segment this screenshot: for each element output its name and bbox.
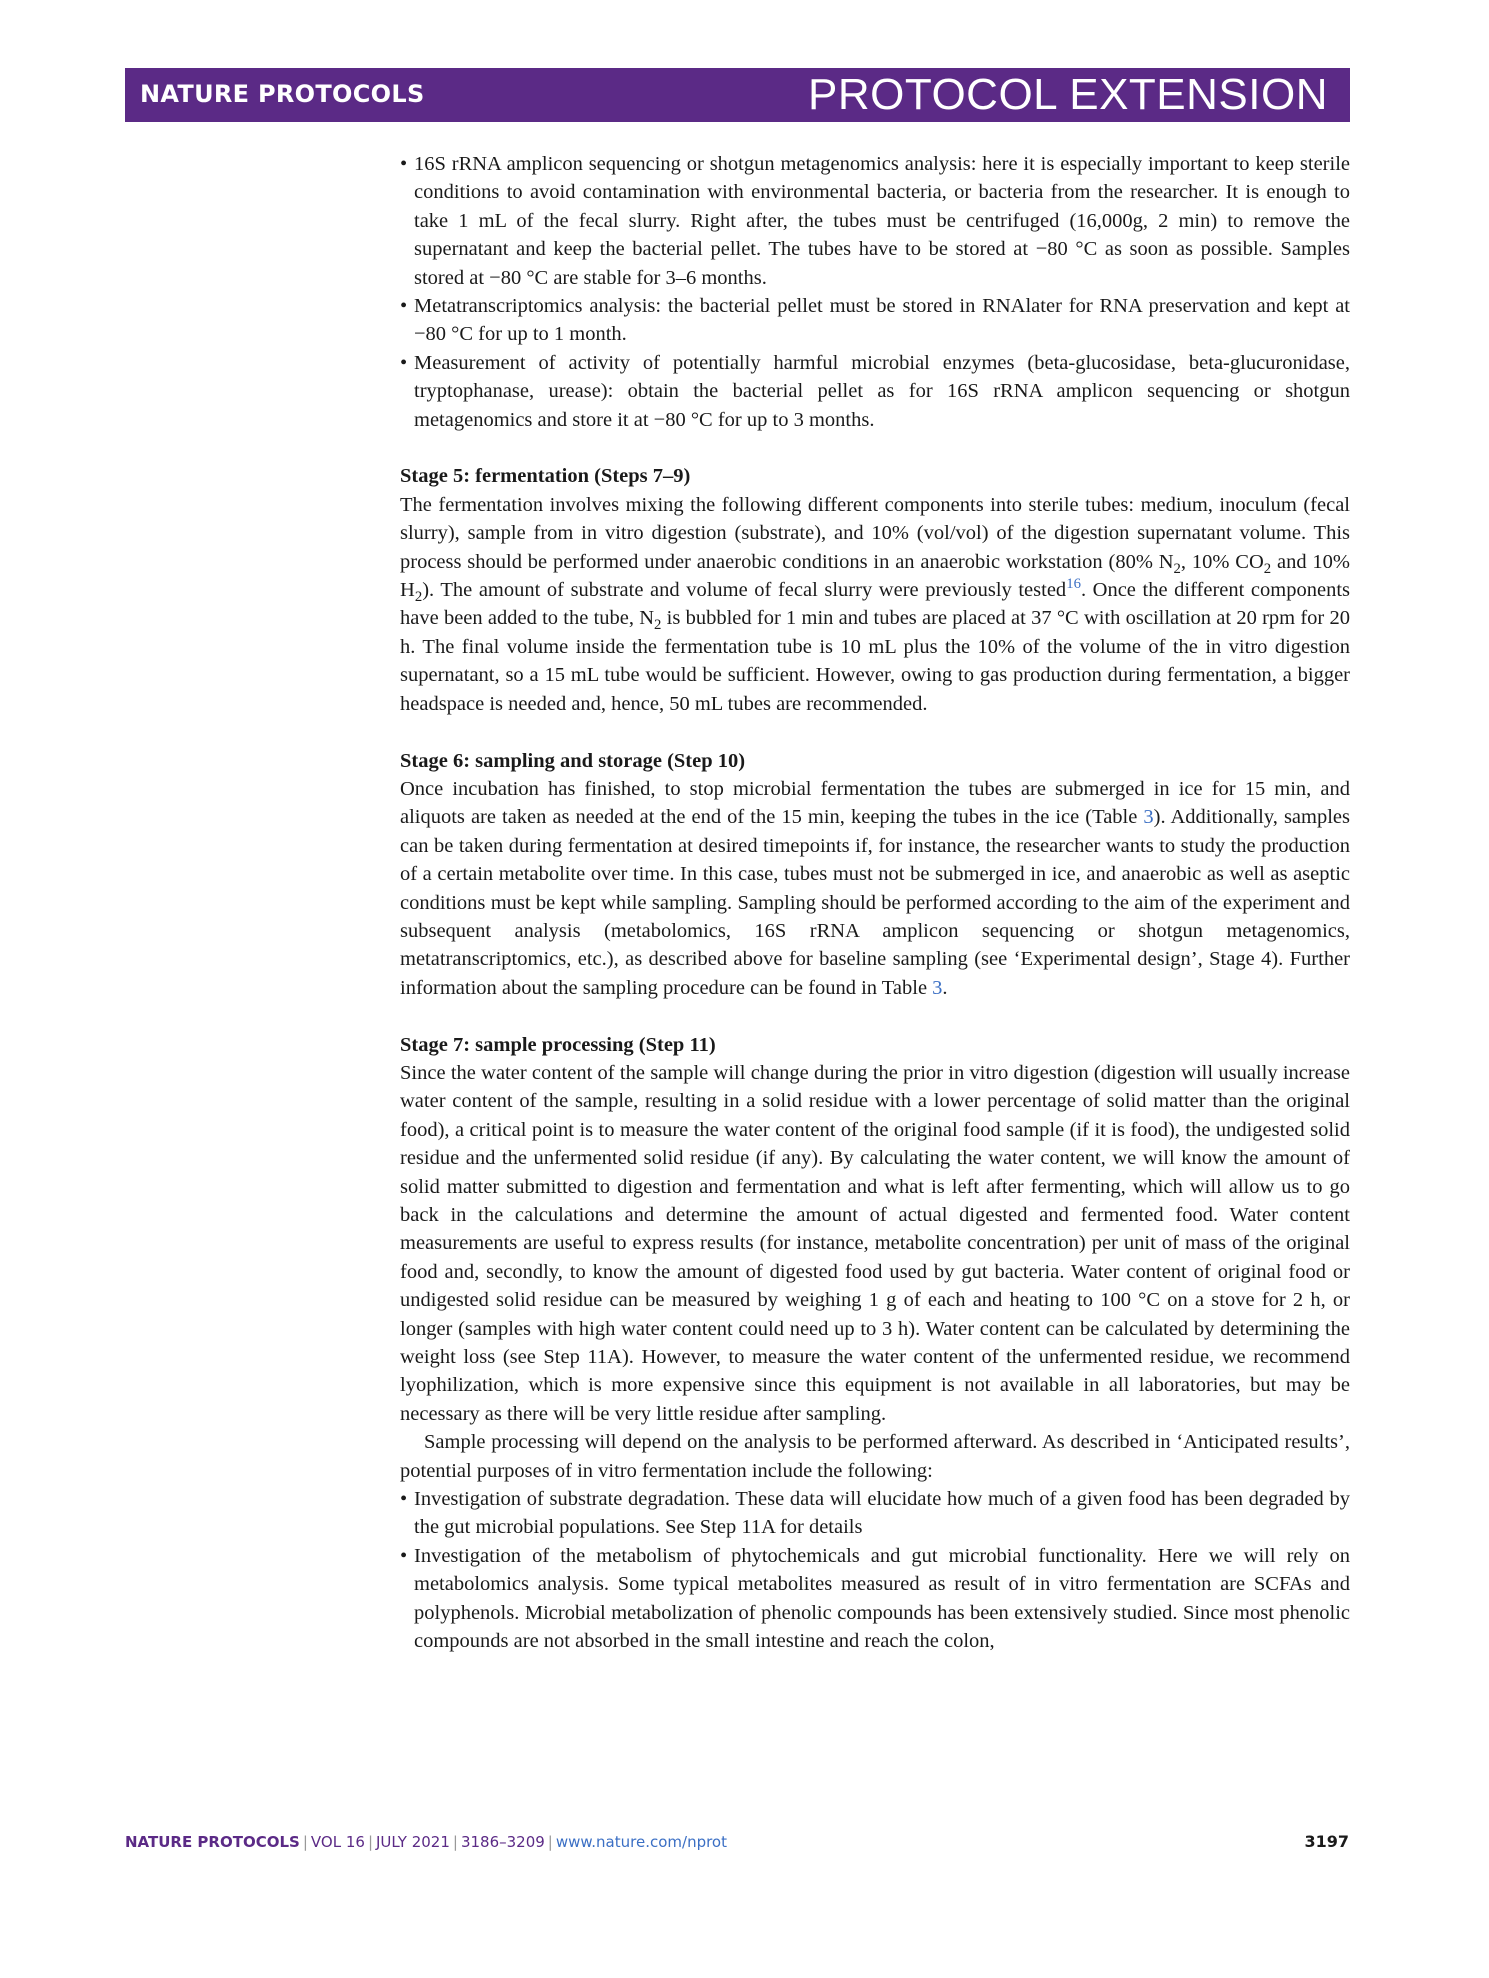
footer-journal: NATURE PROTOCOLS	[125, 1833, 300, 1851]
stage-6-section	[400, 747, 1350, 1003]
stage-7-section	[400, 1031, 1350, 1656]
list-item: • Metatranscriptomics analysis: the bacterial pellet must be stored in RNAlater for RNA preservation and kept at −80 °C for up to 1 month.	[400, 292, 1350, 349]
stage-7-paragraph-2: Sample processing will depend on the analysis to be performed afterward. As described in ‘Anticipated results’, potential purposes of in vitro fermentation include the following:	[400, 1431, 1350, 1482]
list-item: • Measurement of activity of potentially harmful microbial enzymes (beta-glucosidase, beta-glucuronidase, tryptophanase, urease): obtain the bacterial pellet as for 16S rRNA amplicon sequencing or shotgun metagenomics and store it at −80 °C for up to 3 months.	[400, 349, 1350, 434]
journal-header-bar	[125, 68, 1350, 122]
stage-5-heading: Stage 5: fermentation (Steps 7–9)	[400, 465, 691, 488]
table-link[interactable]: 3	[1143, 806, 1154, 829]
footer-volume: VOL 16	[310, 1833, 365, 1851]
stage-7-paragraph-1: Since the water content of the sample will change during the prior in vitro digestion (digestion will usually increase water content of the sample, resulting in a solid residue with a lower percentage of solid matter than the original food), a critical point is to measure the water content of the original food sample (if it is food), the undigested solid residue and the unfermented solid residue (if any). By calculating the water content, we will know the amount of solid matter submitted to digestion and fermentation and what is left after fermenting, which will allow us to go back in the calculations and determine the amount of actual digested and fermented food. Water content measurements are useful to express results (for instance, metabolite concentration) per unit of mass of the original food and, secondly, to know the amount of digested food used by gut bacteria. Water content of original food or undigested solid residue can be measured by weighing 1 g of each and heating to 100 °C on a stove for 2 h, or longer (samples with high water content could need up to 3 h). Water content can be calculated by determining the weight loss (see Step 11A). However, to measure the water content of the unfermented residue, we recommend lyophilization, which is more expensive since this equipment is not available in all laboratories, but may be necessary as there will be very little residue after sampling.	[400, 1061, 1350, 1425]
stage-5-paragraph: The fermentation involves mixing the following different components into sterile tubes: medium, inoculum (fecal slurry), sample from in vitro digestion (substrate), and 10% (vol/vol) of the digestion supernatant volume. This process should be performed under anaerobic conditions in an anaerobic workstation (80% $N_2$, 10% $CO_2$ and 10% $H_2$). The amount of substrate and volume of fecal slurry were previously tested$^{16}$. Once the different components have been added to the tube, $N_2$ is bubbled for 1 min and tubes are placed at 37 °C with oscillation at 20 rpm for 20 h. The final volume inside the fermentation tube is 10 mL plus the 10% of the volume of the in vitro digestion supernatant, so a 15 mL tube would be sufficient. However, owing to gas production during fermentation, a bigger headspace is needed and, hence, 50 mL tubes are recommended.	[400, 493, 1350, 715]
list-item: • Investigation of the metabolism of phytochemicals and gut microbial functionality. Here we will rely on metabolomics analysis. Some typical metabolites measured as result of in vitro fermentation are SCFAs and polyphenols. Microbial metabolization of phenolic compounds has been extensively studied. Since most phenolic compounds are not absorbed in the small intestine and reach the colon,	[400, 1542, 1350, 1656]
sampling-bullet-list	[400, 150, 1350, 434]
stage-7-heading: Stage 7: sample processing (Step 11)	[400, 1033, 716, 1056]
reference-link[interactable]: 16	[1066, 576, 1081, 593]
article-type: PROTOCOL EXTENSION	[808, 70, 1328, 119]
list-item: • 16S rRNA amplicon sequencing or shotgun metagenomics analysis: here it is especially important to keep sterile conditions to avoid contamination with environmental bacteria, or bacteria from the researcher. It is enough to take 1 mL of the fecal slurry. Right after, the tubes must be centrifuged (16,000g, 2 min) to remove the supernatant and keep the bacterial pellet. The tubes have to be stored at −80 °C as soon as possible. Samples stored at −80 °C are stable for 3–6 months.	[400, 150, 1350, 292]
table-link[interactable]: 3	[932, 976, 943, 999]
footer-pages: 3186–3209	[460, 1833, 545, 1851]
stage-6-heading: Stage 6: sampling and storage (Step 10)	[400, 749, 746, 772]
article-body	[400, 150, 1350, 1655]
page-number: 3197	[1304, 1832, 1349, 1851]
list-item: • Investigation of substrate degradation. These data will elucidate how much of a given food has been degraded by the gut microbial populations. See Step 11A for details	[400, 1485, 1350, 1542]
purposes-bullet-list	[400, 1485, 1350, 1655]
stage-5-section	[400, 462, 1350, 718]
stage-6-paragraph: Once incubation has finished, to stop microbial fermentation the tubes are submerged in ice for 15 min, and aliquots are taken as needed at the end of the 15 min, keeping the tubes in the ice (Table 3). Additionally, samples can be taken during fermentation at desired timepoints if, for instance, the researcher wants to study the production of a certain metabolite over time. In this case, tubes must not be submerged in ice, and anaerobic as well as aseptic conditions must be kept while sampling. Sampling should be performed according to the aim of the experiment and subsequent analysis (metabolomics, 16S rRNA amplicon sequencing or shotgun metagenomics, metatranscriptomics, etc.), as described above for baseline sampling (see ‘Experimental design’, Stage 4). Further information about the sampling procedure can be found in Table 3.	[400, 777, 1351, 999]
footer-date: JULY 2021	[376, 1833, 450, 1851]
journal-name: NATURE PROTOCOLS	[140, 80, 425, 108]
footer-url-link[interactable]: www.nature.com/nprot	[555, 1833, 727, 1851]
footer-citation: NATURE PROTOCOLS | VOL 16 | JULY 2021 | 3186–3209 | www.nature.com/nprot	[125, 1833, 727, 1851]
